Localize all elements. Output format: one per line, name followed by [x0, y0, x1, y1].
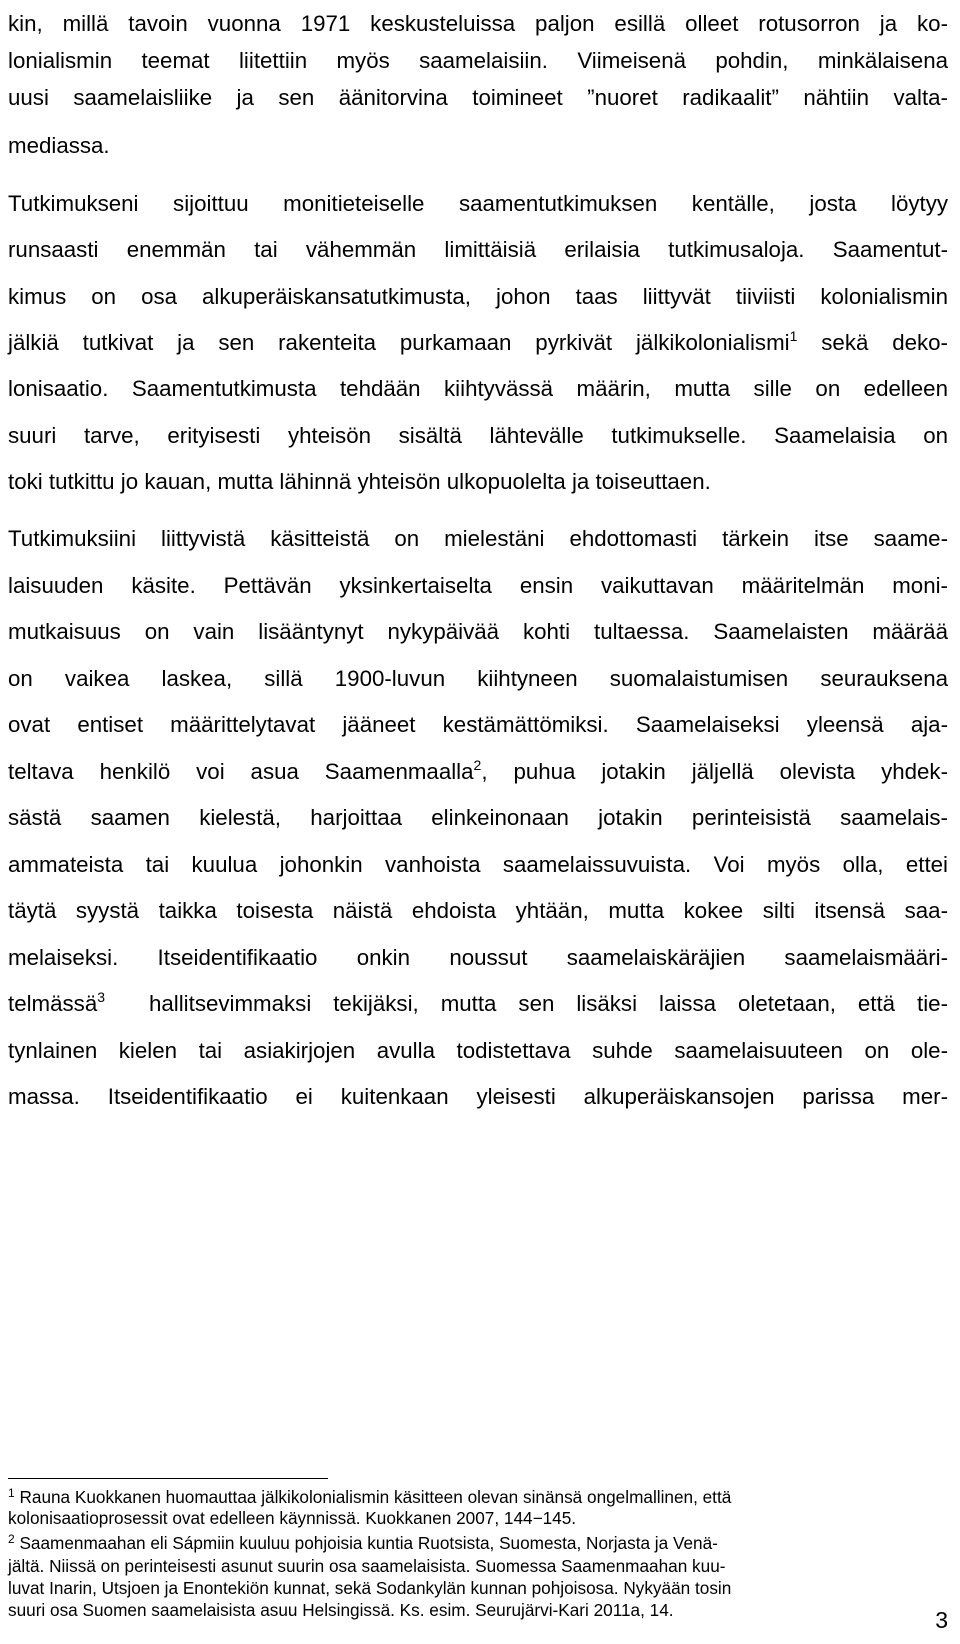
footnote-number: 2: [8, 1532, 15, 1546]
footnote-separator: [8, 1478, 328, 1479]
footnote-ref: 1: [789, 328, 798, 344]
body-text: teltava henkilö voi asua Saamenmaalla: [8, 759, 474, 784]
body-line: kimus on osa alkuperäiskansatutkimusta, johon taas liittyvät tiiviisti kolonialismin: [8, 284, 948, 309]
body-text: jälkiä tutkivat ja sen rakenteita purkamaan pyrkivät jälkikolonialismi: [8, 330, 790, 355]
page-number: 3: [935, 1607, 948, 1633]
body-line: toki tutkittu jo kauan, mutta lähinnä yhteisön ulkopuolelta ja toiseuttaen.: [8, 469, 711, 494]
body-line: laisuuden käsite. Pettävän yksinkertaiselta ensin vaikuttavan määritelmän moni-: [8, 573, 948, 598]
body-line: lonialismin teemat liitettiin myös saamelaisiin. Viimeisenä pohdin, minkälaisena: [8, 48, 948, 73]
footnote-number: 1: [8, 1486, 15, 1500]
body-line: lonisaatio. Saamentutkimusta tehdään kiihtyvässä määrin, mutta sille on edelleen: [8, 376, 948, 401]
footnote-ref: 2: [473, 757, 482, 773]
body-line: ammateista tai kuulua johonkin vanhoista saamelaissuvuista. Voi myös olla, ettei: [8, 852, 948, 877]
body-line: Tutkimukseni sijoittuu monitieteiselle saamentutkimuksen kentälle, josta löytyy: [8, 191, 948, 216]
footnote-line: luvat Inarin, Utsjoen ja Enontekiön kunnat, sekä Sodankylän kunnan pohjoisosa. Nykyään tosin: [8, 1578, 732, 1598]
footnote-line: [8, 1487, 940, 1508]
body-line: täytä syystä taikka toisesta näistä ehdoista yhtään, mutta kokee silti itsensä saa-: [8, 898, 948, 923]
body-line: mutkaisuus on vain lisääntynyt nykypäivää kohti tultaessa. Saamelaisten määrää: [8, 619, 948, 644]
body-line: mediassa.: [8, 133, 110, 158]
body-line: Tutkimuksiini liittyvistä käsitteistä on mielestäni ehdottomasti tärkein itse saame-: [8, 526, 948, 551]
footnote-text: Saamenmaahan eli Sápmiin kuuluu pohjoisia kuntia Ruotsista, Suomesta, Norjasta ja Venä-: [19, 1533, 718, 1553]
body-line: ovat entiset määrittelytavat jääneet kestämättömiksi. Saamelaiseksi yleensä aja-: [8, 712, 948, 737]
footnote-line: [8, 1533, 940, 1554]
body-line: uusi saamelaisliike ja sen äänitorvina toimineet ”nuoret radikaalit” nähtiin valta-: [8, 85, 948, 110]
body-text: telmässä: [8, 991, 98, 1016]
body-line: sästä saamen kielestä, harjoittaa elinkeinonaan jotakin perinteisistä saamelais-: [8, 805, 948, 830]
body-line: melaiseksi. Itseidentifikaatio onkin noussut saamelaiskäräjien saamelaismääri-: [8, 945, 948, 970]
body-line: tynlainen kielen tai asiakirjojen avulla todistettava suhde saamelaisuuteen on ole-: [8, 1038, 948, 1063]
body-line: [8, 329, 948, 357]
body-text: hallitsevimmaksi tekijäksi, mutta sen lisäksi laissa oletetaan, että tie-: [148, 991, 948, 1016]
footnote-line: suuri osa Suomen saamelaisista asuu Helsingissä. Ks. esim. Seurujärvi-Kari 2011a, 14.: [8, 1600, 674, 1620]
body-line: [8, 758, 948, 786]
body-line: on vaikea laskea, sillä 1900-luvun kiihtyneen suomalaistumisen seurauksena: [8, 666, 948, 691]
body-line: massa. Itseidentifikaatio ei kuitenkaan yleisesti alkuperäiskansojen parissa mer-: [8, 1084, 948, 1109]
footnote-line: kolonisaatioprosessit ovat edelleen käynnissä. Kuokkanen 2007, 144−145.: [8, 1508, 577, 1528]
footnote-line: jältä. Niissä on perinteisesti asunut suurin osa saamelaisista. Suomessa Saamenmaahan kuu-: [8, 1556, 726, 1576]
body-line: kin, millä tavoin vuonna 1971 keskusteluissa paljon esillä olleet rotusorron ja ko-: [8, 11, 948, 36]
footnote-ref: 3: [97, 989, 106, 1005]
body-text: , puhua jotakin jäljellä olevista yhdek-: [481, 759, 948, 784]
body-line: runsaasti enemmän tai vähemmän limittäisiä erilaisia tutkimusaloja. Saamentut-: [8, 237, 948, 262]
body-line: suuri tarve, erityisesti yhteisön sisältä lähtevälle tutkimukselle. Saamelaisia on: [8, 423, 948, 448]
body-text: sekä deko-: [821, 330, 948, 355]
footnote-text: Rauna Kuokkanen huomauttaa jälkikolonialismin käsitteen olevan sinänsä ongelmallinen, että: [19, 1487, 732, 1507]
body-line: [8, 990, 948, 1018]
